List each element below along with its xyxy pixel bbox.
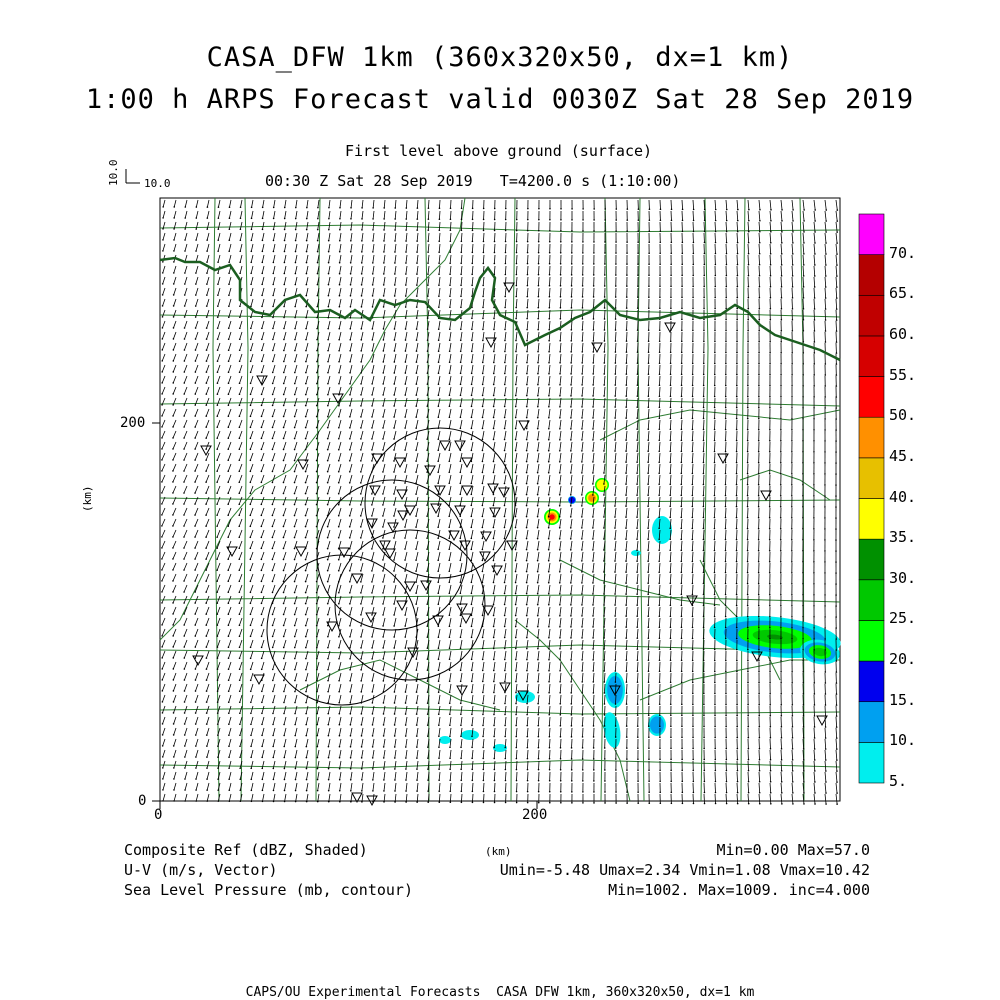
x-axis-label: (km) xyxy=(485,845,512,858)
colorbar-swatch xyxy=(859,417,884,458)
vector-ref-vertical: 10.0 xyxy=(107,159,120,186)
colorbar-label: 10. xyxy=(889,731,917,750)
colorbar-swatch xyxy=(859,742,884,783)
title-line-2: 1:00 h ARPS Forecast valid 0030Z Sat 28 Sep 2019 xyxy=(85,84,915,115)
credit-line: CAPS/OU Experimental Forecasts CASA DFW 1km, 360x320x50, dx=1 km xyxy=(245,985,755,1000)
footer-right-1: Min=0.00 Max=57.0 xyxy=(716,841,870,859)
reflectivity-cell xyxy=(549,514,554,519)
vector-ref-horizontal: 10.0 xyxy=(144,177,171,190)
reflectivity-cell xyxy=(631,550,641,556)
colorbar-swatch xyxy=(859,214,884,255)
colorbar-label: 15. xyxy=(889,690,917,709)
colorbar-swatch xyxy=(859,377,884,418)
level-label: First level above ground (surface) xyxy=(345,142,653,160)
colorbar-label: 70. xyxy=(889,243,917,262)
y-tick-200: 200 xyxy=(120,415,146,431)
time-label: 00:30 Z Sat 28 Sep 2019 T=4200.0 s (1:10:00) xyxy=(265,172,681,190)
colorbar-swatch xyxy=(859,499,884,540)
colorbar-swatch xyxy=(859,702,884,743)
colorbar xyxy=(859,214,884,783)
colorbar-swatch xyxy=(859,539,884,580)
footer-left-2: U-V (m/s, Vector) xyxy=(124,861,278,879)
colorbar-label: 25. xyxy=(889,609,917,628)
colorbar-swatch xyxy=(859,255,884,296)
colorbar-label: 50. xyxy=(889,406,917,425)
y-axis-label: (km) xyxy=(81,485,94,512)
footer-left-3: Sea Level Pressure (mb, contour) xyxy=(124,881,413,899)
footer-right-2: Umin=-5.48 Umax=2.34 Vmin=1.08 Vmax=10.42 xyxy=(499,861,870,879)
x-tick-200: 200 xyxy=(522,807,548,823)
colorbar-swatch xyxy=(859,458,884,499)
reflectivity-cell xyxy=(439,736,451,744)
colorbar-label: 30. xyxy=(889,568,917,587)
reflectivity-cell xyxy=(650,716,664,733)
colorbar-swatch xyxy=(859,580,884,621)
reflectivity-cell xyxy=(597,480,608,491)
vector-reference-icon xyxy=(126,169,140,183)
reflectivity-cell xyxy=(652,516,672,544)
reflectivity-cell xyxy=(588,494,596,502)
colorbar-label: 5. xyxy=(889,772,908,790)
footer-right-3: Min=1002. Max=1009. inc=4.000 xyxy=(608,881,870,899)
y-tick-0: 0 xyxy=(138,793,147,809)
colorbar-label: 40. xyxy=(889,487,917,506)
colorbar-label: 35. xyxy=(889,528,917,547)
colorbar-swatch xyxy=(859,661,884,702)
colorbar-swatch xyxy=(859,336,884,377)
colorbar-label: 55. xyxy=(889,365,917,384)
reflectivity-cell xyxy=(461,730,479,740)
footer-left-1: Composite Ref (dBZ, Shaded) xyxy=(124,841,368,859)
colorbar-label: 60. xyxy=(889,324,917,343)
colorbar-swatch xyxy=(859,295,884,336)
x-tick-0: 0 xyxy=(154,807,163,823)
title-line-1: CASA_DFW 1km (360x320x50, dx=1 km) xyxy=(206,42,794,73)
colorbar-swatch xyxy=(859,620,884,661)
colorbar-label: 20. xyxy=(889,650,917,669)
reflectivity-cell xyxy=(607,676,623,704)
colorbar-label: 45. xyxy=(889,446,917,465)
colorbar-label: 65. xyxy=(889,284,917,303)
